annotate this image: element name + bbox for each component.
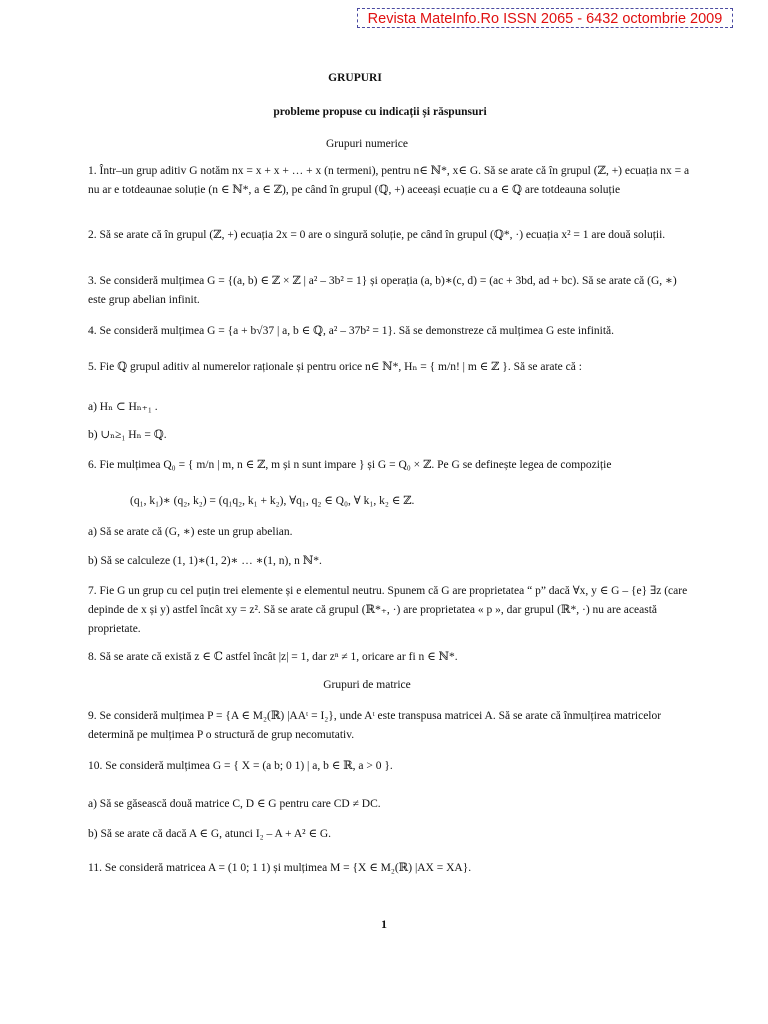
problem-10: 10. Se consideră mulțimea G = { X = (a b; 0 1) | a, b ∈ ℝ, a > 0 }.	[88, 760, 393, 772]
problem-9: 9. Se consideră mulțimea P = {A ∈ M₂(ℝ) |AAᵗ = I₂}, unde Aᵗ este transpusa matricei A. Să se arate că înmulțirea matricelor determină pe mulțimea P o structură de grup necomutativ.	[88, 710, 662, 741]
problem-6a: a) Să se arate că (G, ∗) este un grup abelian.	[88, 526, 293, 538]
problem-7: 7. Fie G un grup cu cel puțin trei elemente și e elementul neutru. Spunem că G are proprietatea “ p” dacă ∀x, y ∈ G – {e} ∃z (care depinde de x și y) astfel încât xy = z². Să se arate că grupul (ℝ*₊, ·) are proprietatea « p », dar grupul (ℝ*, ·) nu are această proprietate.	[88, 585, 688, 635]
problem-4: 4. Se consideră mulțimea G = {a + b√37 | a, b ∈ ℚ, a² – 37b² = 1}. Să se demonstreze că mulțimea G este infinită.	[88, 325, 615, 337]
problem-2: 2. Să se arate că în grupul (ℤ, +) ecuația 2x = 0 are o singură soluție, pe când în grupul (ℚ*, ·) ecuația x² = 1 are două soluții.	[88, 229, 666, 241]
section-title-matrix: Grupuri de matrice	[323, 679, 411, 691]
page-number: 1	[381, 917, 387, 931]
document-subtitle: probleme propuse cu indicații și răspunsuri	[273, 106, 487, 118]
problem-5: 5. Fie ℚ grupul aditiv al numerelor raționale și pentru orice n∈ ℕ*, Hₙ = { m/n! | m ∈ ℤ }. Să se arate că :	[88, 361, 582, 373]
document-title: GRUPURI	[328, 72, 382, 84]
problem-6: 6. Fie mulțimea Q₀ = { m/n | m, n ∈ ℤ, m și n sunt impare } și G = Q₀ × ℤ. Pe G se definește legea de compoziție	[88, 459, 612, 471]
journal-header: Revista MateInfo.Ro ISSN 2065 - 6432 octombrie 2009	[357, 8, 733, 28]
problem-11: 11. Se consideră matricea A = (1 0; 1 1) și mulțimea M = {X ∈ M₂(ℝ) |AX = XA}.	[88, 862, 472, 874]
problem-6b: b) Să se calculeze (1, 1)∗(1, 2)∗ … ∗(1, n), n ℕ*.	[88, 555, 322, 567]
problem-3: 3. Se consideră mulțimea G = {(a, b) ∈ ℤ × ℤ | a² – 3b² = 1} și operația (a, b)∗(c, d) = (ac + 3bd, ad + bc). Să se arate că (G, ∗) este grup abelian infinit.	[88, 275, 677, 306]
section-title-numeric: Grupuri numerice	[325, 138, 409, 150]
problem-5a: a) Hₙ ⊂ Hₙ₊₁ .	[88, 401, 158, 413]
problem-8: 8. Să se arate că există z ∈ ℂ astfel încât |z| = 1, dar zⁿ ≠ 1, oricare ar fi n ∈ ℕ*.	[88, 651, 458, 663]
problem-5b: b) ∪ₙ≥₁ Hₙ = ℚ.	[88, 429, 167, 441]
problem-1: 1. Într–un grup aditiv G notăm nx = x + x + … + x (n termeni), pentru n∈ ℕ*, x∈ G. Să se arate că în grupul (ℤ, +) ecuația nx = a nu ar e totdeaunae soluție (n ∈ ℕ*, a ∈ ℤ), pe când în grupul (ℚ, +) aceeași ecuație cu a ∈ ℚ are totdeauna soluție	[88, 165, 690, 196]
problem-10a: a) Să se găsească două matrice C, D ∈ G pentru care CD ≠ DC.	[88, 798, 381, 810]
problem-10b: b) Să se arate că dacă A ∈ G, atunci I₂ – A + A² ∈ G.	[88, 828, 332, 840]
problem-6-law: (q₁, k₁)∗ (q₂, k₂) = (q₁q₂, k₁ + k₂), ∀q₁, q₂ ∈ Q₀, ∀ k₁, k₂ ∈ ℤ.	[130, 495, 415, 507]
